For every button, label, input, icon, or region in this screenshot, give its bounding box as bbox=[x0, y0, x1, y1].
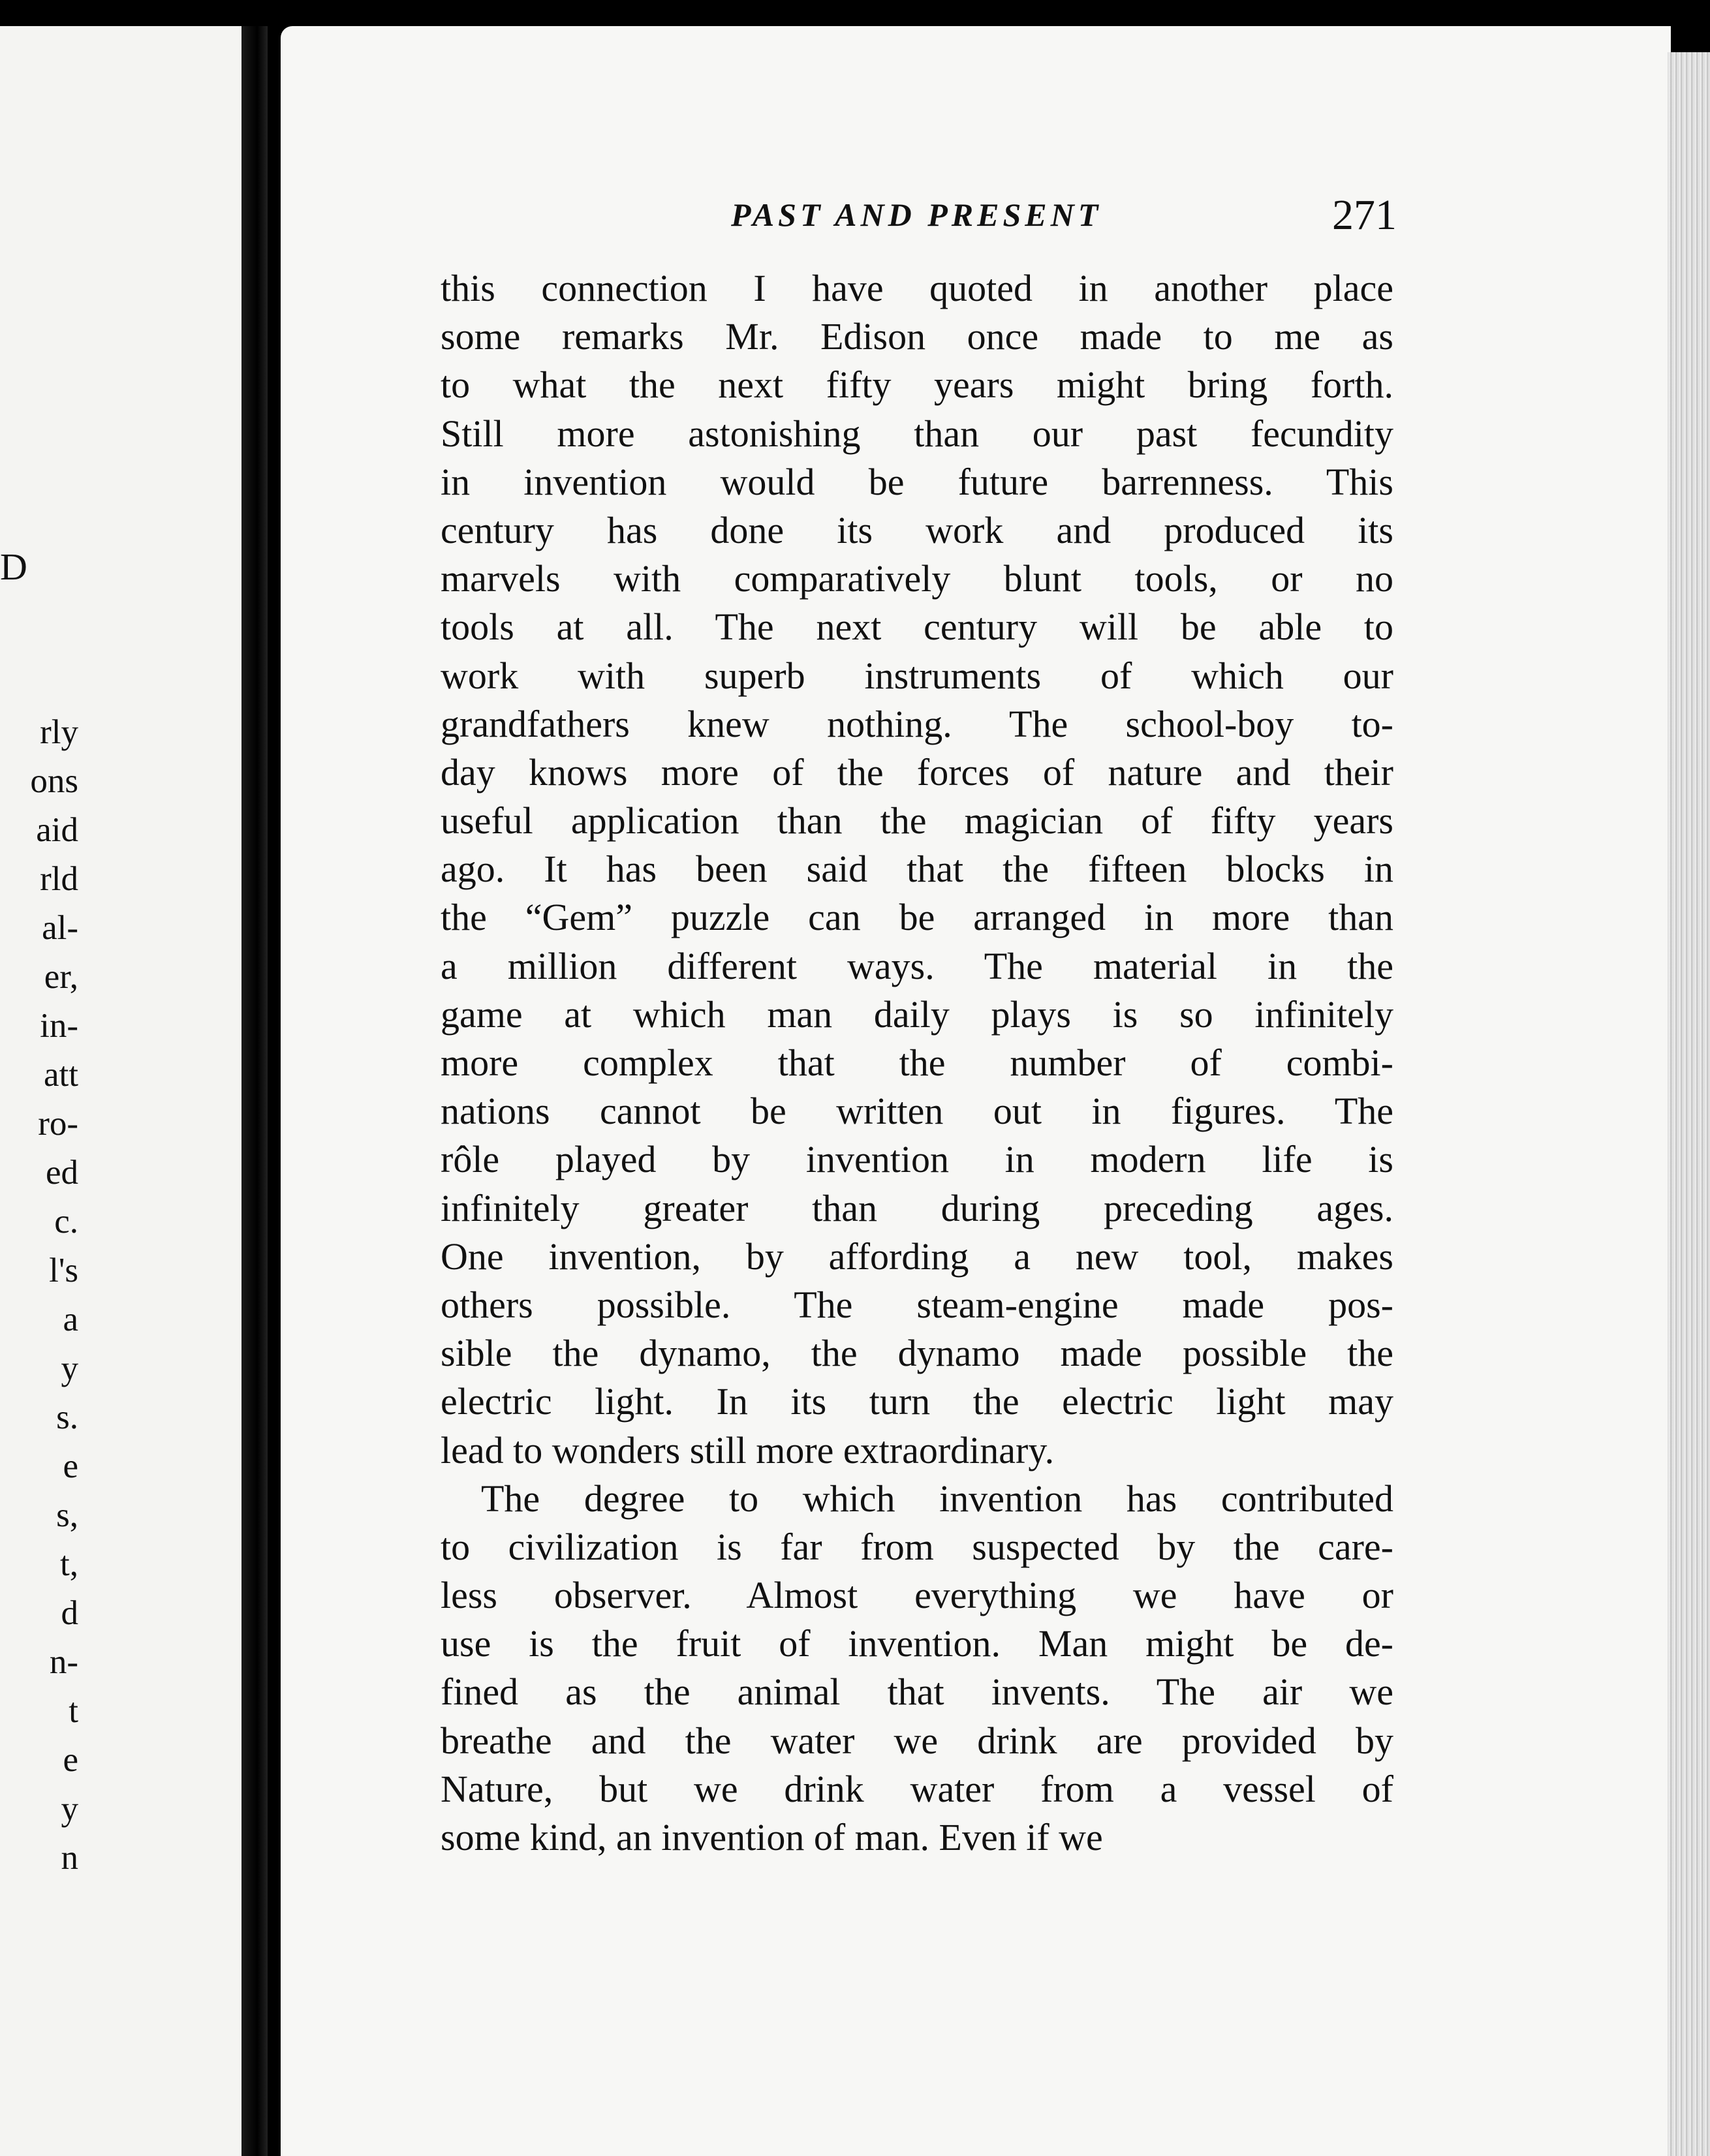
left-page-fragment: s, bbox=[56, 1496, 78, 1534]
text-line: sible the dynamo, the dynamo made possible the bbox=[441, 1332, 1393, 1375]
text-line: breathe and the water we drink are provided by bbox=[441, 1719, 1393, 1762]
page-edges bbox=[1668, 52, 1710, 2156]
left-page-fragment: l's bbox=[49, 1252, 78, 1289]
left-page-fragment: rld bbox=[40, 860, 78, 898]
book-gutter bbox=[241, 26, 268, 2156]
text-line: more complex that the number of combi- bbox=[441, 1041, 1393, 1084]
text-line: grandfathers knew nothing. The school-boy to- bbox=[441, 702, 1393, 745]
text-line: century has done its work and produced its bbox=[441, 508, 1393, 551]
text-line: the “Gem” puzzle can be arranged in more than bbox=[441, 896, 1393, 939]
text-line: rôle played by invention in modern life is bbox=[441, 1138, 1393, 1181]
text-line: ago. It has been said that the fifteen blocks in bbox=[441, 848, 1393, 891]
left-page-line-fragments bbox=[0, 708, 78, 1883]
text-line: Still more astonishing than our past fecundity bbox=[441, 412, 1393, 455]
body-text bbox=[441, 264, 1393, 1862]
left-page-fragment: ons bbox=[30, 762, 78, 800]
left-page-fragment: t bbox=[69, 1692, 78, 1730]
text-line: day knows more of the forces of nature and their bbox=[441, 750, 1393, 793]
text-line: fined as the animal that invents. The air we bbox=[441, 1671, 1393, 1714]
text-line: a million different ways. The material in the bbox=[441, 944, 1393, 987]
text-line: lead to wonders still more extraordinary. bbox=[441, 1428, 1055, 1471]
left-page-fragment: e bbox=[63, 1447, 78, 1485]
left-page-fragment: ed bbox=[45, 1154, 78, 1192]
text-line: game at which man daily plays is so infinitely bbox=[441, 993, 1393, 1036]
left-page-fragment: d bbox=[61, 1594, 78, 1632]
left-page-fragment: e bbox=[63, 1741, 78, 1779]
text-line: use is the fruit of invention. Man might be de- bbox=[441, 1622, 1393, 1665]
text-line: in invention would be future barrenness. This bbox=[441, 460, 1393, 503]
text-line: One invention, by affording a new tool, makes bbox=[441, 1235, 1393, 1278]
text-line: electric light. In its turn the electric light may bbox=[441, 1380, 1393, 1423]
text-line: to civilization is far from suspected by the care- bbox=[441, 1525, 1393, 1568]
text-line: tools at all. The next century will be able to bbox=[441, 606, 1393, 649]
left-page-fragment: a bbox=[63, 1301, 78, 1338]
text-line: less observer. Almost everything we have or bbox=[441, 1574, 1393, 1617]
left-page-fragment: rly bbox=[40, 713, 78, 751]
left-page-fragment: att bbox=[44, 1056, 78, 1094]
left-page-fragment: in- bbox=[40, 1007, 78, 1045]
page-header bbox=[731, 191, 1397, 248]
text-line: marvels with comparatively blunt tools, or no bbox=[441, 557, 1393, 600]
text-line: The degree to which invention has contributed bbox=[481, 1477, 1393, 1520]
left-page-fragment: ro- bbox=[38, 1105, 78, 1143]
text-line: others possible. The steam-engine made pos- bbox=[441, 1283, 1393, 1326]
left-page-fragment: c. bbox=[54, 1203, 78, 1240]
text-line: useful application than the magician of fifty years bbox=[441, 799, 1393, 842]
left-page-fragment: y bbox=[61, 1349, 78, 1387]
left-page-fragment: aid bbox=[36, 811, 78, 849]
left-page-fragment: t, bbox=[60, 1545, 78, 1583]
text-line: this connection I have quoted in another place bbox=[441, 267, 1393, 309]
text-line: infinitely greater than during preceding ages. bbox=[441, 1186, 1393, 1229]
left-page-fragment-d: D bbox=[0, 546, 27, 588]
text-line: Nature, but we drink water from a vessel of bbox=[441, 1767, 1393, 1810]
left-page-fragment: y bbox=[61, 1790, 78, 1828]
text-line: nations cannot be written out in figures. The bbox=[441, 1090, 1393, 1133]
text-line: to what the next fifty years might bring forth. bbox=[441, 363, 1393, 407]
running-head: PAST AND PRESENT bbox=[731, 196, 1102, 233]
page-number: 271 bbox=[1332, 191, 1397, 239]
text-line: some kind, an invention of man. Even if we bbox=[441, 1816, 1103, 1858]
left-page-fragment: al- bbox=[42, 909, 78, 947]
left-page-fragment: n- bbox=[49, 1643, 78, 1681]
text-line: work with superb instruments of which our bbox=[441, 654, 1393, 697]
left-page-fragment: er, bbox=[44, 958, 78, 996]
left-page-fragment: n bbox=[61, 1839, 78, 1877]
text-line: some remarks Mr. Edison once made to me as bbox=[441, 315, 1393, 358]
left-page-fragment: s. bbox=[56, 1398, 78, 1436]
